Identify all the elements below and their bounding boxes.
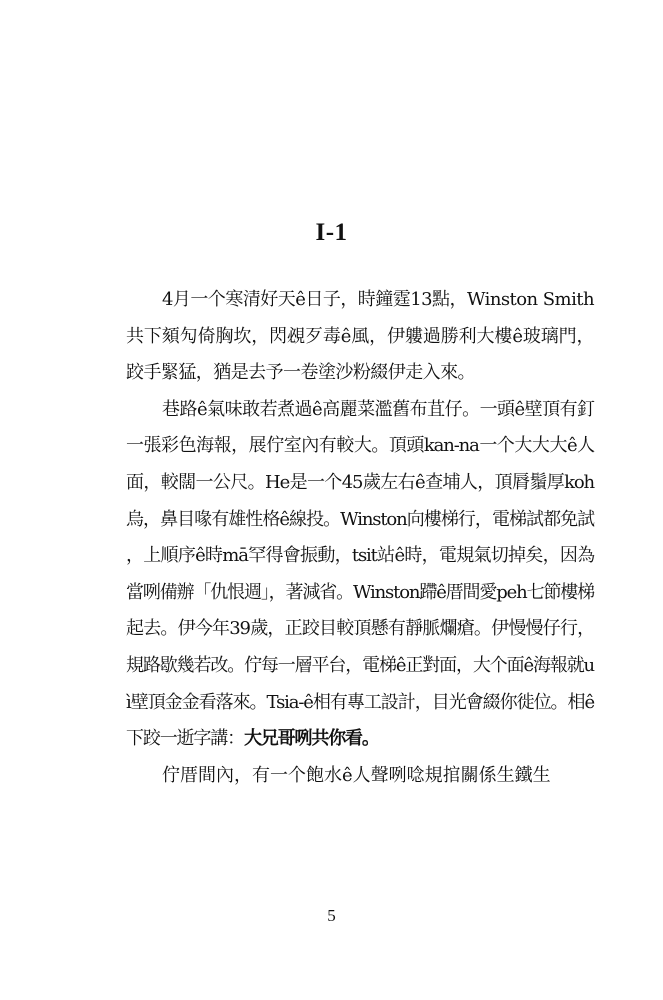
paragraph-2-text: 巷路ê氣味敢若煮過ê高麗菜濫舊布苴仔。一頭ê壁頂有釘一張彩色海報，展佇室內有較大。頂頭kan-na一个大大大ê人面，較闊一公尺。He是一个45歲左右ê查埔人，頂脣鬚厚koh烏，鼻目喙有雄性格ê線投。Winston向樓梯行，電梯試都免試，上順序ê時mā罕得會振動，tsit站ê時，電規氣切掉矣，因為當咧備辦「仇恨週」，著減省。Winston蹛ê厝間愛peh七節樓梯起去。伊今年39歲，正跤目較頂懸有靜脈爛瘡。伊慢慢仔行，規路歇幾若改。佇每一層平台，電梯ê正對面，大个面ê海報就uì壁頂金金看落來。Tsia-ê相有專工設計，目光會綴你徙位。相ê下跤一逝字講： bbox=[126, 398, 594, 750]
body-text bbox=[126, 282, 594, 794]
paragraph-3: 佇厝間內，有一个飽水ê人聲咧唸規捾關係生鐵生 bbox=[162, 764, 551, 786]
paragraph-1: 4月一个寒清好天ê日子，時鐘霆13點，Winston Smith共下頦勼倚胸坎，閃覕歹毒ê風，伊軁過勝利大樓ê玻璃門，跤手緊猛，猶是去予一卷塗沙粉綴伊走入來。 bbox=[126, 289, 594, 384]
chapter-title: I-1 bbox=[315, 219, 348, 246]
page-number: 5 bbox=[327, 906, 336, 925]
paragraph-2 bbox=[126, 392, 594, 758]
paragraph-2-emphasis: 大兄哥咧共你看。 bbox=[243, 728, 379, 750]
